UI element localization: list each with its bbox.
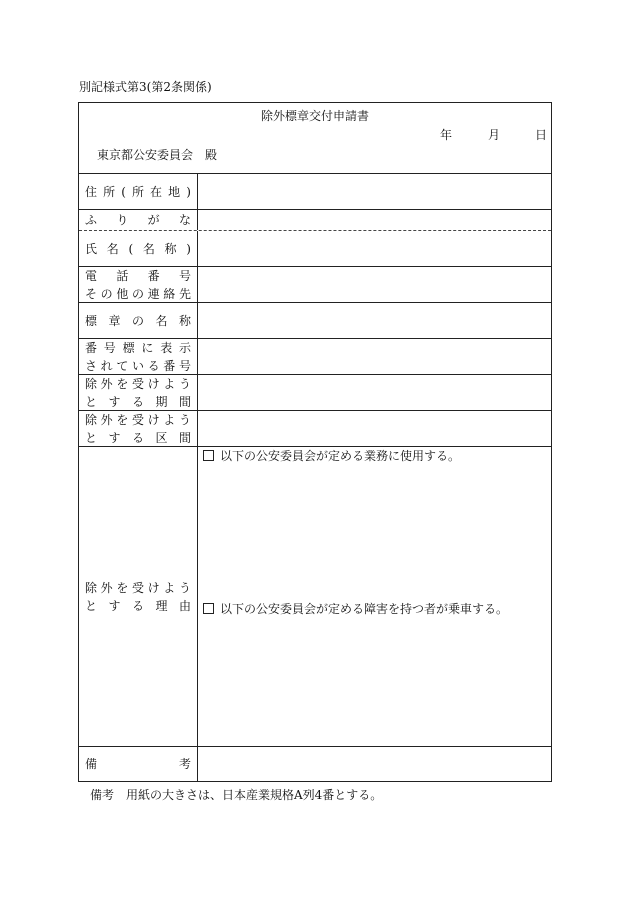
row-plate (79, 338, 551, 374)
row-label-line (85, 757, 191, 771)
row-label-line (85, 581, 191, 595)
label-period (79, 375, 198, 410)
row-label-char: の (100, 286, 113, 301)
row-label-line (85, 287, 191, 301)
row-section (79, 410, 551, 446)
row-label-char: 由 (178, 598, 191, 613)
row-label-char: す (108, 430, 121, 445)
row-label-char: る (131, 598, 144, 613)
row-label-char: 除 (85, 412, 98, 427)
row-label-char: な (178, 213, 191, 227)
label-plate (79, 339, 198, 374)
row-label-char: 外 (100, 580, 113, 595)
row-name (79, 230, 551, 266)
row-label-line (85, 395, 191, 409)
row-label-char: る (131, 430, 144, 445)
form-title: 除外標章交付申請書 (260, 109, 369, 123)
row-label-char: 地 (168, 184, 181, 199)
row-label-char: 受 (131, 376, 144, 391)
row-label-char: 号 (103, 340, 116, 355)
row-label-char: 標 (122, 340, 135, 355)
emblem-name-field[interactable] (198, 303, 551, 338)
row-label-char: り (116, 213, 129, 227)
label-emblem (79, 303, 198, 338)
row-label-char: よ (163, 376, 176, 391)
name-field[interactable] (198, 231, 551, 266)
row-label-char: 受 (131, 580, 144, 595)
row-label-char: ふ (85, 213, 98, 227)
row-label-line (85, 599, 191, 613)
row-furigana (79, 209, 551, 230)
row-label-char: 区 (155, 430, 168, 445)
row-label-line (85, 359, 191, 373)
row-label-line (85, 377, 191, 391)
row-label-char: 称 (164, 241, 177, 256)
row-label-char: け (147, 412, 160, 427)
date-year-label: 年 (440, 128, 453, 142)
row-label-char: 章 (108, 313, 121, 328)
row-label-char: 絡 (163, 286, 176, 301)
period-field[interactable] (198, 375, 551, 410)
row-label-char: と (85, 598, 98, 613)
row-label-char: 先 (178, 286, 191, 301)
row-label-line (85, 213, 191, 227)
disability-passenger-checkbox[interactable] (203, 603, 214, 614)
row-label-char: け (147, 376, 160, 391)
row-period (79, 374, 551, 410)
row-label-char: ) (186, 184, 191, 199)
row-label-char: 名 (155, 313, 168, 328)
row-emblem (79, 302, 551, 338)
row-label-char: と (85, 394, 98, 409)
row-label-char: 号 (178, 358, 191, 373)
row-label-char: 外 (100, 412, 113, 427)
row-label-char: る (131, 394, 144, 409)
row-label-char: 所 (131, 184, 144, 199)
row-label-char: 名 (142, 241, 155, 256)
row-label-char: よ (163, 580, 176, 595)
row-label-char: 氏 (85, 241, 98, 256)
row-label-char: 他 (116, 286, 129, 301)
row-label-line (85, 314, 191, 328)
row-label-char: に (141, 340, 154, 355)
row-label-char: 除 (85, 580, 98, 595)
row-label-char: 備 (85, 757, 98, 771)
row-label-char: 番 (163, 358, 176, 373)
row-label-char: す (108, 598, 121, 613)
row-address (79, 173, 551, 209)
remarks-field[interactable] (198, 747, 551, 781)
form-header (79, 103, 551, 173)
business-use-checkbox[interactable] (203, 450, 214, 461)
row-label-line (85, 242, 191, 256)
label-reason (79, 447, 198, 746)
row-label-char: 標 (85, 313, 98, 328)
row-label-line (85, 269, 191, 283)
date-month-label: 月 (488, 128, 501, 142)
application-form (78, 102, 552, 782)
row-label-char: そ (85, 286, 98, 301)
row-label-char: 考 (178, 757, 191, 771)
label-remarks (79, 747, 198, 781)
row-label-char: ) (186, 241, 191, 256)
row-label-char: 番 (147, 268, 160, 283)
label-name (79, 231, 198, 266)
plate-number-field[interactable] (198, 339, 551, 374)
row-label-char: 住 (85, 184, 98, 199)
row-label-char: 名 (106, 241, 119, 256)
label-phone (79, 267, 198, 302)
row-reason (79, 446, 551, 746)
row-label-char: を (116, 412, 129, 427)
row-label-char: ( (128, 241, 134, 256)
row-label-char: 表 (160, 340, 173, 355)
row-label-char: る (147, 358, 160, 373)
row-label-char: ( (121, 184, 126, 199)
form-caption: 別記様式第3(第2条関係) (79, 80, 212, 94)
row-label-char: 示 (178, 340, 191, 355)
reason-option-business-label: 以下の公安委員会が定める業務に使用する。 (220, 449, 461, 463)
section-field[interactable] (198, 411, 551, 446)
row-label-char: よ (163, 412, 176, 427)
row-label-char: 電 (85, 268, 98, 283)
reason-option-disability[interactable] (203, 600, 508, 617)
row-remarks (79, 746, 551, 781)
row-label-char: す (108, 394, 121, 409)
row-label-char: け (147, 580, 160, 595)
label-furigana (79, 210, 198, 230)
row-label-char: 称 (178, 313, 191, 328)
row-label-char: が (147, 213, 160, 227)
row-label-char: を (116, 376, 129, 391)
row-label-char: 話 (116, 268, 129, 283)
row-label-char: 間 (178, 394, 191, 409)
row-label-char: 間 (178, 430, 191, 445)
label-section (79, 411, 198, 446)
label-address (79, 174, 198, 209)
row-label-char: の (131, 286, 144, 301)
row-label-line (85, 185, 191, 199)
row-label-char: 在 (150, 184, 163, 199)
row-label-char: さ (85, 358, 98, 373)
row-label-char: 理 (155, 598, 168, 613)
row-label-char: う (178, 580, 191, 595)
row-label-char: 除 (85, 376, 98, 391)
footnote: 備考 用紙の大きさは、日本産業規格A列4番とする。 (90, 788, 383, 802)
addressee: 東京都公安委員会 殿 (97, 148, 218, 162)
row-label-char: 所 (103, 184, 116, 199)
row-label-line (85, 413, 191, 427)
row-label-char: 受 (131, 412, 144, 427)
phone-field[interactable] (198, 267, 551, 302)
row-label-char: を (116, 580, 129, 595)
row-label-char: れ (100, 358, 113, 373)
row-label-line (85, 431, 191, 445)
furigana-field[interactable] (198, 210, 551, 230)
row-label-line (85, 341, 191, 355)
row-label-char: う (178, 376, 191, 391)
row-label-char: 連 (147, 286, 160, 301)
row-label-char: 番 (85, 340, 98, 355)
reason-option-disability-label: 以下の公安委員会が定める障害を持つ者が乗車する。 (220, 602, 509, 616)
row-label-char: 外 (100, 376, 113, 391)
row-label-char: と (85, 430, 98, 445)
row-label-char: て (116, 358, 129, 373)
row-label-char: う (178, 412, 191, 427)
reason-option-business[interactable] (203, 447, 460, 464)
address-field[interactable] (198, 174, 551, 209)
row-label-char: い (131, 358, 144, 373)
date-day-label: 日 (535, 128, 548, 142)
row-phone (79, 266, 551, 302)
row-label-char: 号 (178, 268, 191, 283)
reason-field (198, 447, 551, 746)
row-label-char: 期 (155, 394, 168, 409)
row-label-char: の (131, 313, 144, 328)
